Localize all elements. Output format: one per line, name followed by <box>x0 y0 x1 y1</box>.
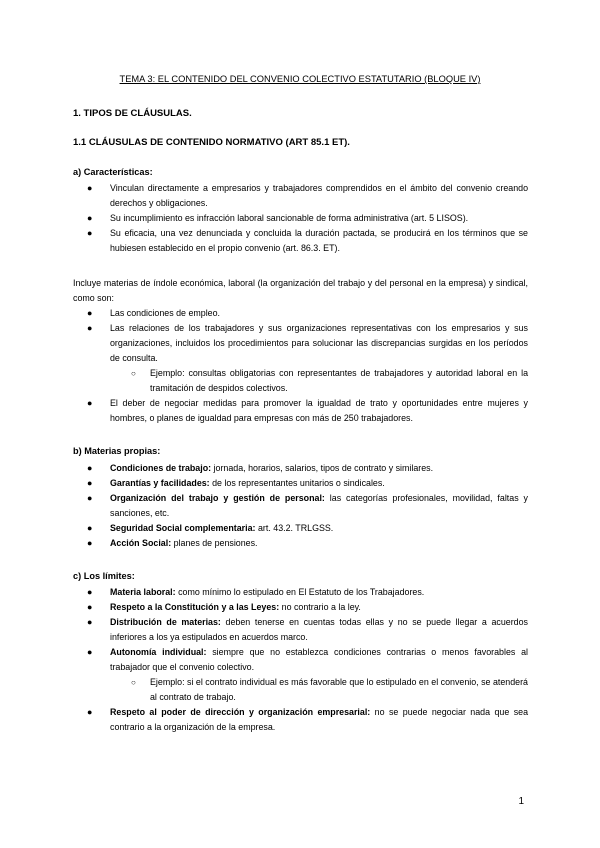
list-item: ● Respeto al poder de dirección y organización empresarial: no se puede negociar nada que sea contrario a la organización de la empresa. <box>87 707 529 732</box>
list-item: ● Acción Social: planes de pensiones. <box>73 536 528 551</box>
bullet-icon: ● <box>87 463 93 473</box>
document-title: TEMA 3: EL CONTENIDO DEL CONVENIO COLECTIVO ESTATUTARIO (BLOQUE IV) <box>119 74 481 84</box>
list-limites <box>73 585 528 735</box>
bullet-icon: ● <box>87 707 93 717</box>
list-item: ● Las condiciones de empleo. <box>73 306 528 321</box>
bullet-icon: ● <box>87 617 93 627</box>
bullet-icon: ● <box>87 323 93 333</box>
list-item: ● Su incumplimiento es infracción laboral sancionable de forma administrativa (art. 5 LISOS). <box>73 211 528 226</box>
circle-bullet-icon: ○ <box>131 369 136 378</box>
heading-caracteristicas: a) Características: <box>73 167 153 177</box>
heading-tipos-clausulas: 1. TIPOS DE CLÁUSULAS. <box>73 108 192 119</box>
list-item: ● Distribución de materias: deben tenerse en cuentas todas ellas y no se puede llegar a acuerdos inferiores a los ya estipulados en acuerdos marco. <box>87 617 528 642</box>
list-item: ● Condiciones de trabajo: jornada, horarios, salarios, tipos de contrato y similares. <box>73 461 528 476</box>
list-item: ● Garantías y facilidades: de los representantes unitarios o sindicales. <box>73 476 528 491</box>
list-item: ● Seguridad Social complementaria: art. 43.2. TRLGSS. <box>73 521 528 536</box>
list-item: ● Respeto a la Constitución y a las Leyes: no contrario a la ley. <box>73 600 528 615</box>
bullet-icon: ● <box>87 308 93 318</box>
list-item: ● Vinculan directamente a empresarios y trabajadores comprendidos en el ámbito del convenio creando derechos y obligaciones. <box>87 183 528 208</box>
bullet-icon: ● <box>87 647 93 657</box>
bullet-icon: ● <box>87 183 93 193</box>
bullet-icon: ● <box>87 602 93 612</box>
list-materias-incluidas <box>73 306 528 426</box>
list-item-sub: ○ Ejemplo: consultas obligatorias con representantes de trabajadores y autoridad laboral en la tramitación de despidos colectivos. <box>131 368 528 393</box>
list-item: ● Autonomía individual: siempre que no establezca condiciones contrarias o menos favorables al trabajador que el convenio colectivo. <box>87 647 528 672</box>
paragraph-incluye: Incluye materias de índole económica, laboral (la organización del trabajo y del personal en la empresa) y sindical, como son: <box>73 278 528 303</box>
page-number: 1 <box>518 796 524 807</box>
list-item: ● Su eficacia, una vez denunciada y concluida la duración pactada, se producirá en los términos que se hubiesen establecido en el propio convenio (art. 86.3. ET). <box>87 228 528 253</box>
list-item: ● Materia laboral: como mínimo lo estipulado en El Estatuto de los Trabajadores. <box>73 585 528 600</box>
bullet-icon: ● <box>87 228 93 238</box>
bullet-icon: ● <box>87 587 93 597</box>
list-caracteristicas <box>73 181 528 256</box>
bullet-icon: ● <box>87 213 93 223</box>
bullet-icon: ● <box>87 523 93 533</box>
list-item: ● Las relaciones de los trabajadores y sus organizaciones representativas con los empresarios y sus organizaciones, incluidos los procedimientos para solucionar las discrepancias surgidas en los períodos de consulta. <box>87 323 528 363</box>
heading-limites: c) Los límites: <box>73 571 135 581</box>
bullet-icon: ● <box>87 478 93 488</box>
heading-materias-propias: b) Materias propias: <box>73 446 161 456</box>
circle-bullet-icon: ○ <box>131 678 136 687</box>
bullet-icon: ● <box>87 538 93 548</box>
list-item-sub: ○ Ejemplo: si el contrato individual es más favorable que lo estipulado en el convenio, se atenderá al contrato de trabajo. <box>131 677 528 702</box>
list-item: ● Organización del trabajo y gestión de personal: las categorías profesionales, movilidad, faltas y sanciones, etc. <box>87 493 528 518</box>
bullet-icon: ● <box>87 493 93 503</box>
heading-contenido-normativo: 1.1 CLÁUSULAS DE CONTENIDO NORMATIVO (ART 85.1 ET). <box>73 137 350 148</box>
bullet-icon: ● <box>87 398 93 408</box>
list-item: ● El deber de negociar medidas para promover la igualdad de trato y oportunidades entre mujeres y hombres, o planes de igualdad para empresas con más de 250 trabajadores. <box>87 398 528 423</box>
list-materias-propias <box>73 461 528 551</box>
